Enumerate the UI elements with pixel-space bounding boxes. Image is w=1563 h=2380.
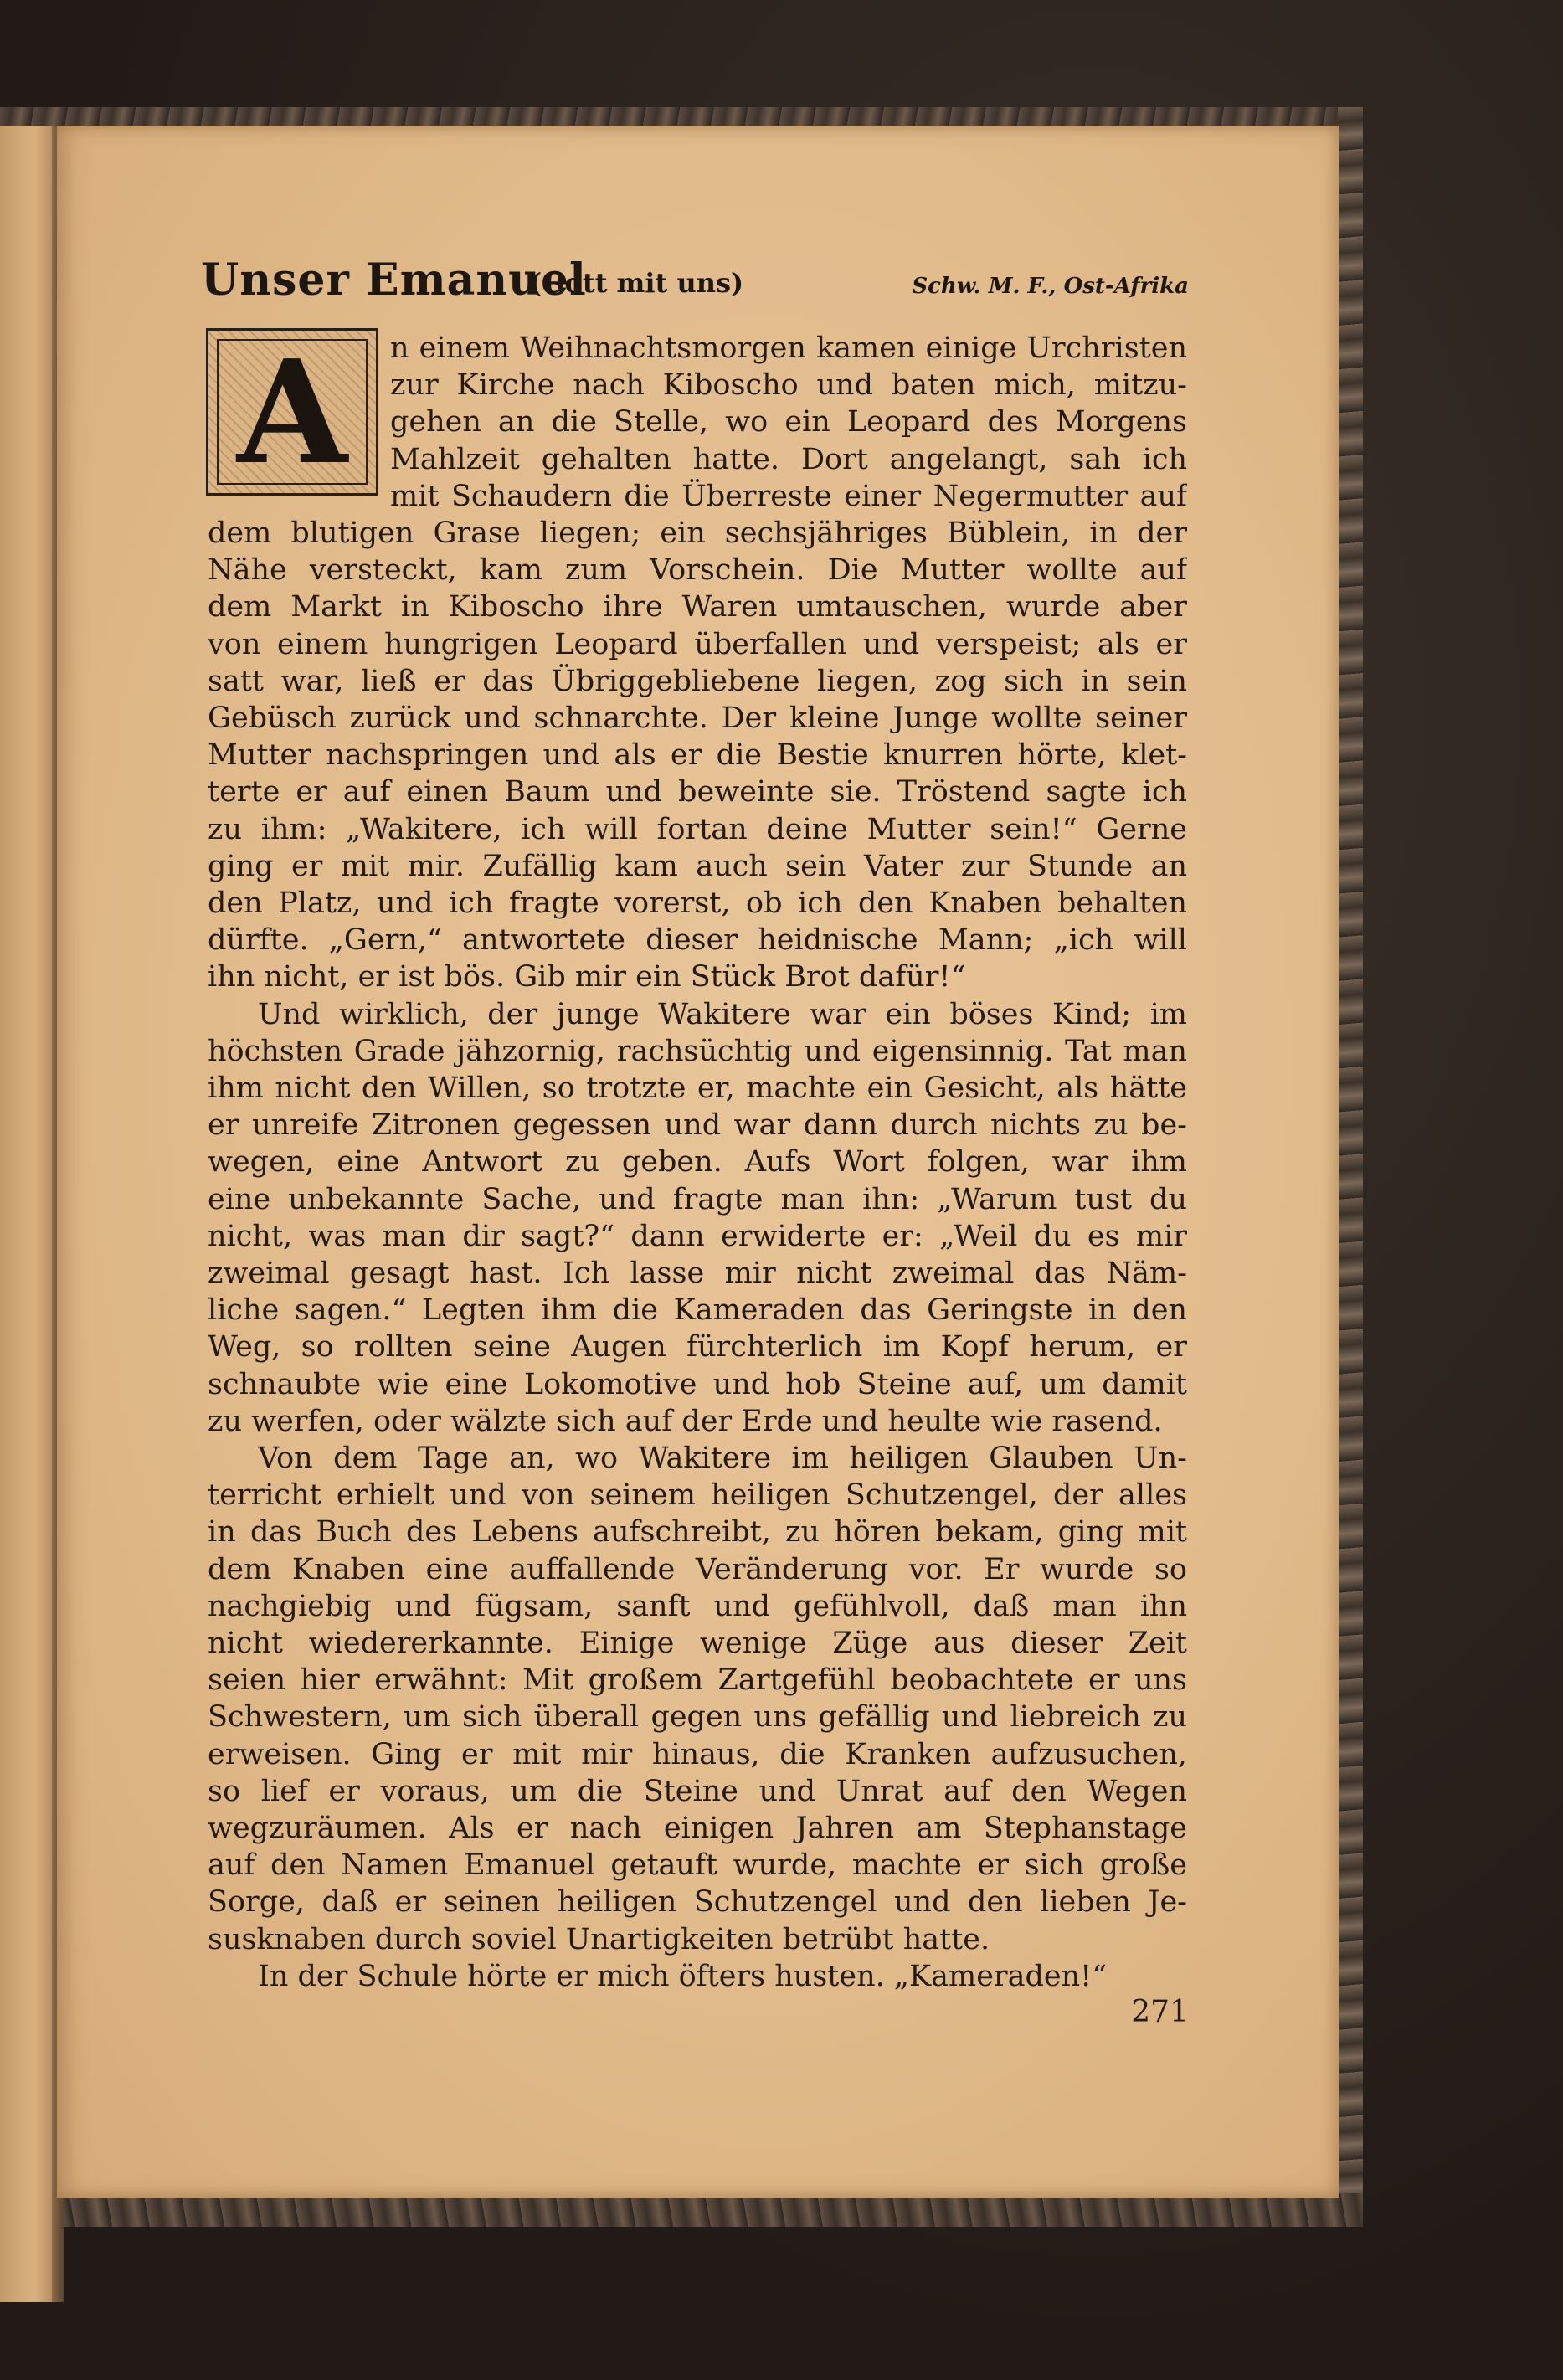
- text-line: eine unbekannte Sache, und fragte man ihn: „Warum tust du: [208, 1182, 1187, 1216]
- text-line: Mahlzeit gehalten hatte. Dort angelangt, sah ich: [390, 442, 1187, 476]
- text-line: dem blutigen Grase liegen; ein sechsjähriges Büblein, in der: [208, 517, 1187, 550]
- ornamental-drop-cap: [206, 328, 378, 496]
- text-line: den Platz, und ich fragte vorerst, ob ich den Knaben behalten: [208, 887, 1187, 920]
- text-line: wegzuräumen. Als er nach einigen Jahren am Stephanstage: [208, 1812, 1187, 1845]
- text-line: mit Schaudern die Überreste einer Negermutter auf: [390, 479, 1187, 513]
- text-line: Sorge, daß er seinen heiligen Schutzengel und den lieben Je-: [208, 1885, 1187, 1920]
- text-line: seien hier erwähnt: Mit großem Zartgefühl beobachtete er uns: [208, 1663, 1187, 1698]
- text-line: satt war, ließ er das Übriggebliebene liegen, zog sich in sein: [208, 664, 1187, 698]
- article-title: Unser Emanuel: [201, 254, 587, 306]
- text-line: Gebüsch zurück und schnarchte. Der kleine Junge wollte seiner: [208, 702, 1187, 735]
- text-line: ging er mit mir. Zufällig kam auch sein Vater zur Stunde an: [208, 849, 1187, 883]
- text-line: n einem Weihnachtsmorgen kamen einige Urchristen: [390, 332, 1187, 365]
- text-line: Schwestern, um sich überall gegen uns gefällig und liebreich zu: [208, 1700, 1187, 1735]
- article-subtitle: (Gott mit uns): [529, 267, 744, 299]
- text-line: dem Markt in Kiboscho ihre Waren umtauschen, wurde aber: [208, 590, 1187, 625]
- text-line: nicht wiedererkannte. Einige wenige Züge aus dieser Zeit: [208, 1627, 1187, 1660]
- text-line: so lief er voraus, um die Steine und Unrat auf den Wegen: [208, 1774, 1187, 1808]
- page-number: 271: [1131, 1995, 1189, 2029]
- text-line: zu ihm: „Wakitere, ich will fortan deine Mutter sein!“ Gerne: [208, 812, 1187, 846]
- left-page-edge: [0, 126, 59, 2302]
- text-line: er unreife Zitronen gegessen und war dann durch nichts zu be-: [208, 1108, 1187, 1143]
- text-line: ihm nicht den Willen, so trotzte er, machte ein Gesicht, als hätte: [208, 1072, 1187, 1105]
- text-line: gehen an die Stelle, wo ein Leopard des Morgens: [390, 405, 1187, 440]
- text-line: zur Kirche nach Kiboscho und baten mich, mitzu-: [390, 368, 1187, 403]
- text-line: susknaben durch soviel Unartigkeiten betrübt hatte.: [208, 1922, 990, 1956]
- drop-cap-letter: A: [237, 329, 347, 496]
- text-line: wegen, eine Antwort zu geben. Aufs Wort folgen, war ihm: [208, 1145, 1187, 1180]
- text-line: Mutter nachspringen und als er die Bestie knurren hörte, klet-: [208, 738, 1187, 773]
- text-line: dürfte. „Gern,“ antwortete dieser heidnische Mann; „ich will: [208, 923, 1187, 958]
- text-line: ihn nicht, er ist bös. Gib mir ein Stück Brot dafür!“: [208, 960, 966, 995]
- article-source: Schw. M. F., Ost-Afrika: [912, 274, 1189, 299]
- text-line: nachgiebig und fügsam, sanft und gefühlvoll, daß man ihn: [208, 1589, 1187, 1623]
- text-line: dem Knaben eine auffallende Veränderung vor. Er wurde so: [208, 1552, 1187, 1586]
- text-line: Und wirklich, der junge Wakitere war ein böses Kind; im: [258, 997, 1187, 1031]
- book-cover-right-edge: [1338, 107, 1363, 2225]
- text-line: erweisen. Ging er mit mir hinaus, die Kranken aufzusuchen,: [208, 1737, 1187, 1771]
- text-line: auf den Namen Emanuel getauft wurde, machte er sich große: [208, 1848, 1187, 1883]
- article-heading: [201, 251, 1189, 310]
- text-line: Nähe versteckt, kam zum Vorschein. Die Mutter wollte auf: [208, 553, 1187, 588]
- text-line: terte er auf einen Baum und beweinte sie. Tröstend sagte ich: [208, 775, 1187, 810]
- text-line: Weg, so rollten seine Augen fürchterlich im Kopf herum, er: [208, 1330, 1187, 1365]
- text-line: in das Buch des Lebens aufschreibt, zu hören bekam, ging mit: [208, 1515, 1187, 1550]
- text-line: zu werfen, oder wälzte sich auf der Erde und heulte wie rasend.: [208, 1404, 1163, 1438]
- text-line: In der Schule hörte er mich öfters husten. „Kameraden!“: [258, 1959, 1108, 1993]
- text-line: höchsten Grade jähzornig, rachsüchtig und eigensinnig. Tat man: [208, 1034, 1187, 1068]
- text-line: schnaubte wie eine Lokomotive und hob Steine auf, um damit: [208, 1367, 1187, 1401]
- text-line: terricht erhielt und von seinem heiligen Schutzengel, der alles: [208, 1478, 1187, 1513]
- text-line: liche sagen.“ Legten ihm die Kameraden das Geringste in den: [208, 1293, 1187, 1328]
- text-line: nicht, was man dir sagt?“ dann erwiderte er: „Weil du es mir: [208, 1219, 1187, 1253]
- text-line: Von dem Tage an, wo Wakitere im heiligen Glauben Un-: [258, 1442, 1187, 1475]
- text-line: zweimal gesagt hast. Ich lasse mir nicht zweimal das Näm-: [208, 1257, 1187, 1290]
- book-cover-bottom-edge: [0, 2193, 1363, 2227]
- text-line: von einem hungrigen Leopard überfallen und verspeist; als er: [208, 627, 1187, 661]
